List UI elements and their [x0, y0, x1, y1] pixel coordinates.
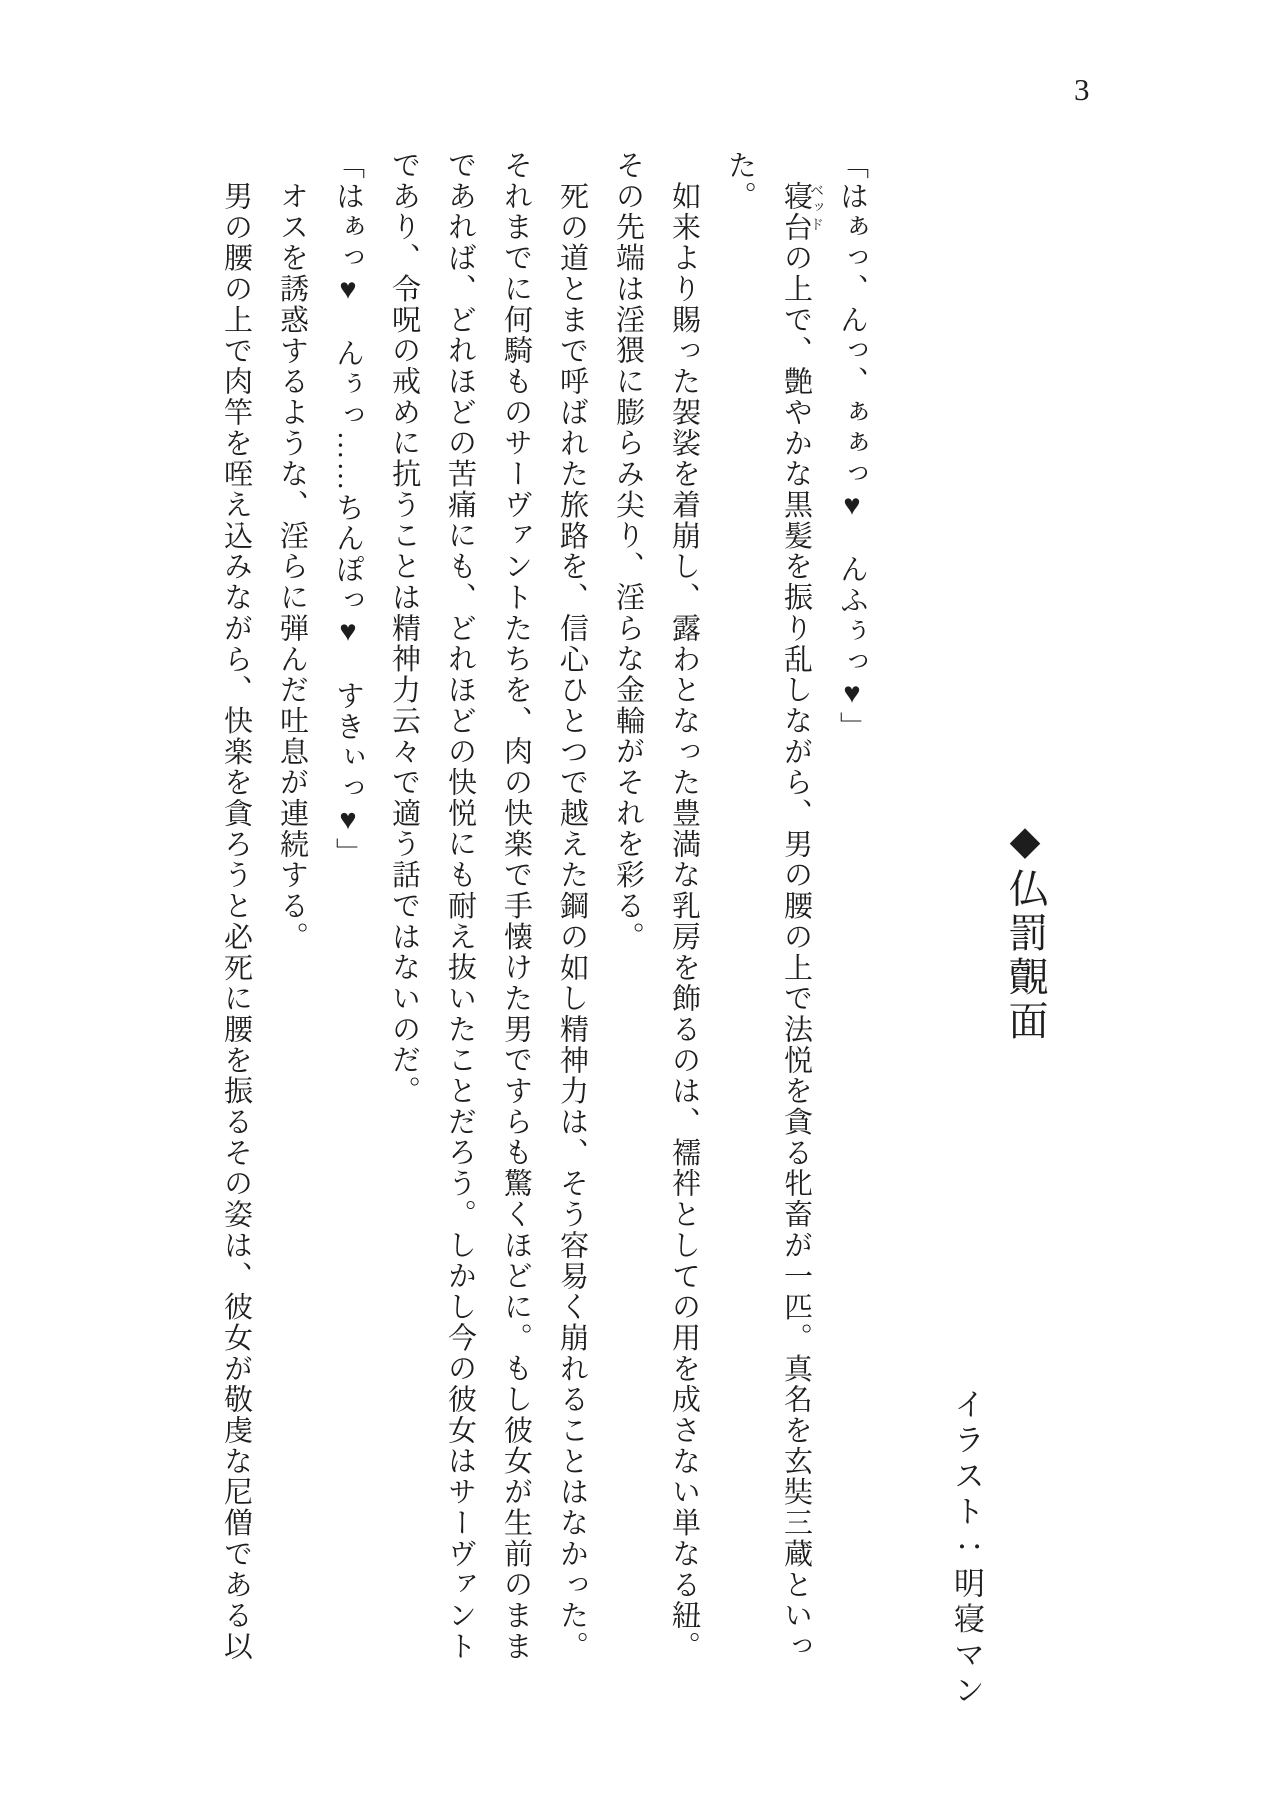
body-line: 男の腰の上で肉竿を咥え込みながら、快楽を貪ろうと必死に腰を振るその姿は、彼女が敬虔な尼僧である以 [220, 180, 252, 1662]
body-line: 如来より賜った袈裟を着崩し、露わとなった豊満な乳房を飾るのは、襦袢としての用を成さない単なる紐。 [668, 180, 700, 1662]
body-line: であれば、どれほどの苦痛にも、どれほどの快悦にも耐え抜いたことだろう。しかし今の彼女はサーヴァント [444, 150, 476, 1662]
body-line: 死の道とまで呼ばれた旅路を、信心ひとつで越えた鋼の如し精神力は、そう容易く崩れることはなかった。 [556, 180, 588, 1662]
body-line: それまでに何騎ものサーヴァントたちを、肉の快楽で手懐けた男ですらも驚くほどに。もし彼女が生前のまま [500, 150, 532, 1662]
ruby-annotation: ベッド [808, 183, 823, 234]
diamond-icon: ◆ [1003, 818, 1048, 868]
body-line: 「はぁっ、んっ、ぁぁっ♥ んふぅっ♥」 [836, 150, 868, 743]
body-line: その先端は淫猥に膨らみ尖り、淫らな金輪がそれを彩る。 [612, 150, 644, 953]
body-text [208, 150, 880, 1666]
body-line: 寝台の上で、艶やかな黒髪を振り乱しながら、男の腰の上で法悦を貪る牝畜が一匹。真名を玄奘三蔵といっ [780, 180, 812, 1662]
chapter-title-text: 仏罰覿面 [1003, 868, 1048, 1044]
body-line: 「はぁっ♥ んぅっ……ちんぽっ♥ すきぃっ♥」 [332, 150, 364, 869]
body-line: オスを誘惑するような、淫らに弾んだ吐息が連続する。 [276, 180, 308, 953]
page-number: 3 [1074, 72, 1090, 107]
chapter-title [1002, 818, 1048, 1044]
body-line: た。 [724, 150, 756, 212]
body-line: であり、令呪の戒めに抗うことは精神力云々で適う話ではないのだ。 [388, 150, 420, 1107]
illustrator-credit: イラスト：明寝マン [949, 1388, 984, 1711]
